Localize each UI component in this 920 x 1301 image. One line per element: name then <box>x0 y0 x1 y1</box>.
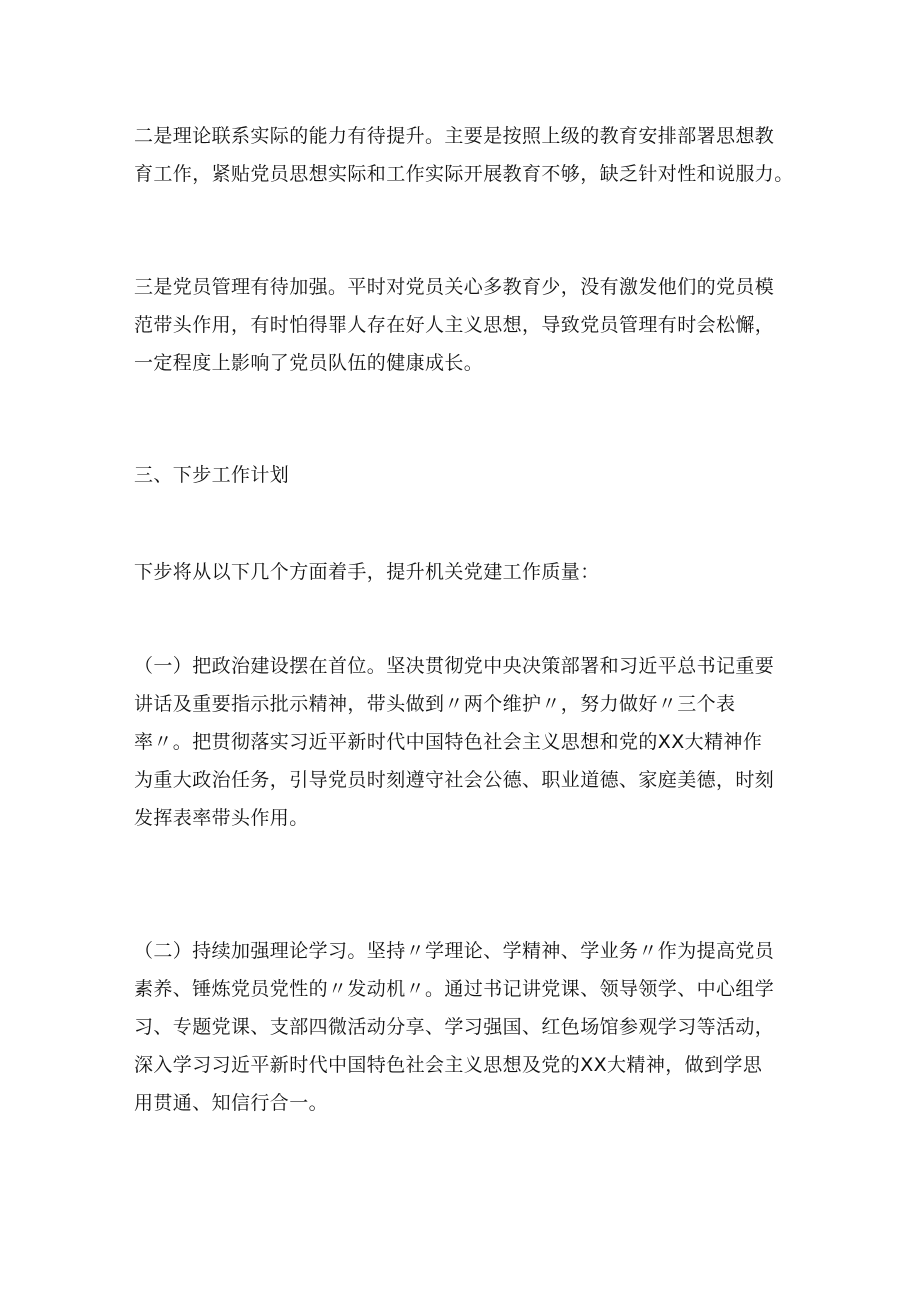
text-line: 为重大政治任务，引导党员时刻遵守社会公德、职业道德、家庭美德，时刻 <box>134 769 775 791</box>
text-line: 三、下步工作计划 <box>134 464 290 486</box>
paragraph-theory-study <box>134 932 804 1122</box>
text-line: 用贯通、知信行合一。 <box>134 1092 329 1114</box>
section-heading-next-steps <box>134 456 804 494</box>
paragraph-member-management <box>134 268 804 382</box>
text-line: 下步将从以下几个方面着手，提升机关党建工作质量： <box>134 561 600 583</box>
text-line: 讲话及重要指示批示精神，带头做到〃两个维护〃，努力做好〃三个表 <box>134 693 736 715</box>
text-line: （一）把政治建设摆在首位。坚决贯彻党中央决策部署和习近平总书记重要 <box>134 655 775 677</box>
paragraph-theory-practice <box>134 117 804 193</box>
text-line: 发挥表率带头作用。 <box>134 807 309 829</box>
text-line: 习、专题党课、支部四微活动分享、学习强国、红色场馆参观学习等活动， <box>134 1016 775 1038</box>
text-line: 素养、锤炼党员党性的〃发动机〃。通过书记讲党课、领导领学、中心组学 <box>134 978 775 1000</box>
text-line: （二）持续加强理论学习。坚持〃学理论、学精神、学业务〃作为提高党员 <box>134 940 775 962</box>
text-line: 育工作，紧贴党员思想实际和工作实际开展教育不够，缺乏针对性和说服力。 <box>134 163 794 185</box>
paragraph-intro-next-steps <box>134 553 804 591</box>
paragraph-political-construction <box>134 647 804 837</box>
text-line: 范带头作用，有时怕得罪人存在好人主义思想，导致党员管理有时会松懈， <box>134 314 775 336</box>
text-line: 三是党员管理有待加强。平时对党员关心多教育少，没有激发他们的党员模 <box>134 276 775 298</box>
text-line: 一定程度上影响了党员队伍的健康成长。 <box>134 352 484 374</box>
text-line: 率〃。把贯彻落实习近平新时代中国特色社会主义思想和党的XX大精神作 <box>134 731 763 753</box>
text-line: 深入学习习近平新时代中国特色社会主义思想及党的XX大精神，做到学思 <box>134 1054 763 1076</box>
text-line: 二是理论联系实际的能力有待提升。主要是按照上级的教育安排部署思想教 <box>134 125 775 147</box>
